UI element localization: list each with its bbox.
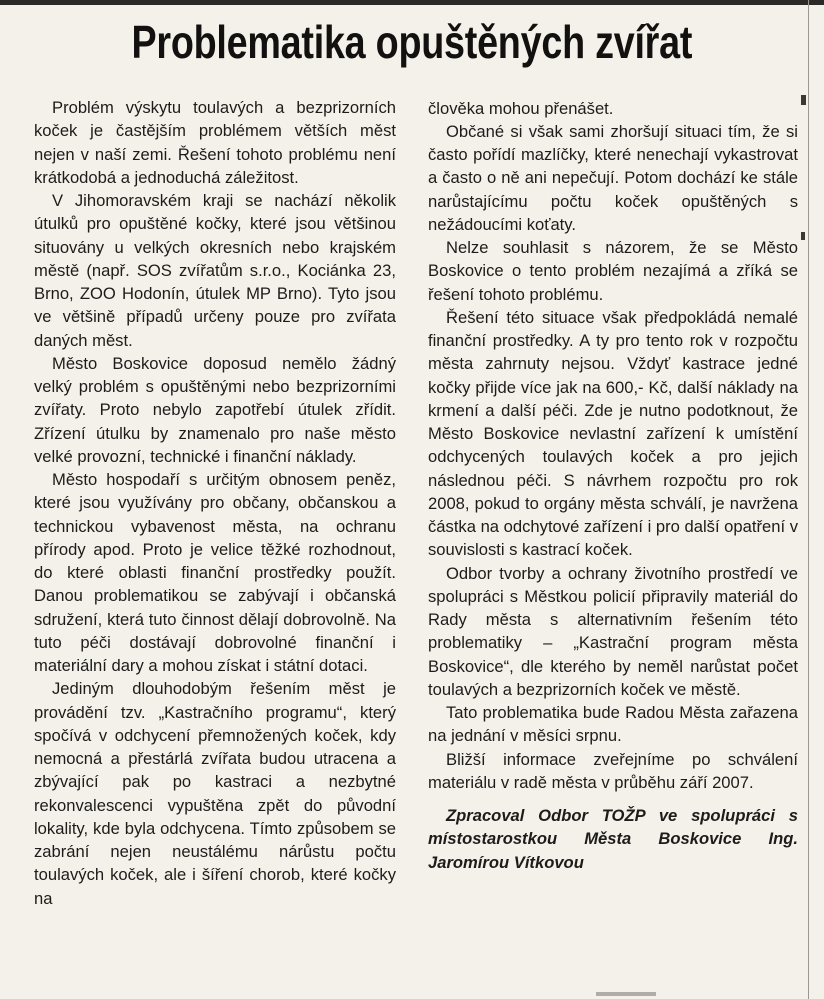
paragraph: Město hospodaří s určitým obnosem peněz, které jsou využívány pro občany, občanskou a technickou vybavenost města, na ochranu přírody apod. Proto je velice těžké rozhodnout, do které oblasti finanční prostředky použít. Danou problematikou se zabývají i občanská sdružení, která tuto činnost dělají dobrovolně. Na tuto péči dostávají dobrovolné finanční i materiální dary a mohou získat i státní dotaci. [34,470,396,675]
top-rule [0,0,824,5]
edge-mark [801,95,806,105]
page-edge [808,0,809,999]
paragraph: Město Boskovice doposud nemělo žádný velký problém s opuštěnými nebo bezprizorními zvířaty. Proto nebylo zapotřebí útulek zřídit. Zřízení útulku by znamenalo pro naše město velké provozní, technické i finanční náklady. [34,353,396,466]
left-column [34,96,396,910]
right-column [428,97,798,874]
paragraph: V Jihomoravském kraji se nachází několik útulků pro opuštěné kočky, které jsou většinou situovány u velkých okresních nebo krajském městě (např. SOS zvířatům s.r.o., Kociánka 23, Brno, ZOO Hodonín, útulek MP Brno). Tyto jsou ve většině případů určeny pouze pro zvířata daných měst. [34,191,396,350]
paragraph: Bližší informace zveřejníme po schválení materiálu v radě města v průběhu září 2007. [428,749,798,792]
article-byline: Zpracoval Odbor TOŽP ve spolupráci s místostarostkou Města Boskovice Ing. Jaromírou Vítkovou [428,806,798,872]
paragraph: Odbor tvorby a ochrany životního prostředí ve spolupráci s Městkou policií připravily materiál do Rady města s alternativním řešením této problematiky – „Kastrační program města Boskovice“, dle kterého by neměl narůstat počet toulavých a bezprizorních koček ve městě. [428,563,798,699]
paragraph: Problém výskytu toulavých a bezprizorních koček je častějším problémem větších měst nejen v naší zemi. Řešení tohoto problému není krátkodobá a jednoduchá záležitost. [34,98,396,187]
paragraph: Tato problematika bude Radou Města zařazena na jednání v měsíci srpnu. [428,703,798,746]
bottom-mark [596,992,656,996]
edge-mark [801,232,805,240]
article-title: Problematika opuštěných zvířat [131,16,693,68]
paragraph: Řešení této situace však předpokládá nemalé finanční prostředky. A ty pro tento rok v rozpočtu města zahrnuty nejsou. Vždyť kastrace jedné kočky přijde více jak na 600,- Kč, další náklady na krmení a další péči. Zde je nutno podotknout, že Město Boskovice nevlastní zařízení k umístění odchycených toulavých koček a pro jejich následnou péči. S návrhem rozpočtu pro rok 2008, pokud to orgány města schválí, je navržena částka na odchytové zařízení i pro další opatření v souvislosti s kastrací koček. [428,307,798,560]
paragraph-continuation: člověka mohou přenášet. [428,98,614,118]
paragraph: Občané si však sami zhoršují situaci tím, že si často pořídí mazlíčky, které nenechají vykastrovat a často o ně ani nepečují. Potom dochází ke stále narůstajícímu počtu koček opuštěných s nežádoucími koťaty. [428,121,798,234]
paragraph: Nelze souhlasit s názorem, že se Město Boskovice o tento problém nezajímá a zříká se řešení tohoto problému. [428,238,798,304]
paragraph: Jediným dlouhodobým řešením měst je provádění tzv. „Kastračního programu“, který spočívá v odchycení přemnožených koček, kdy nemocná a přestárlá zvířata budou utracena a zbývající pak po kastraci a nezbytné rekonvalescenci vypuštěna zpět do původní lokality, kde byla odchycena. Tímto způsobem se zabrání nejen neustálému nárůstu počtu toulavých koček, ale i šíření chorob, které kočky na [34,679,396,908]
